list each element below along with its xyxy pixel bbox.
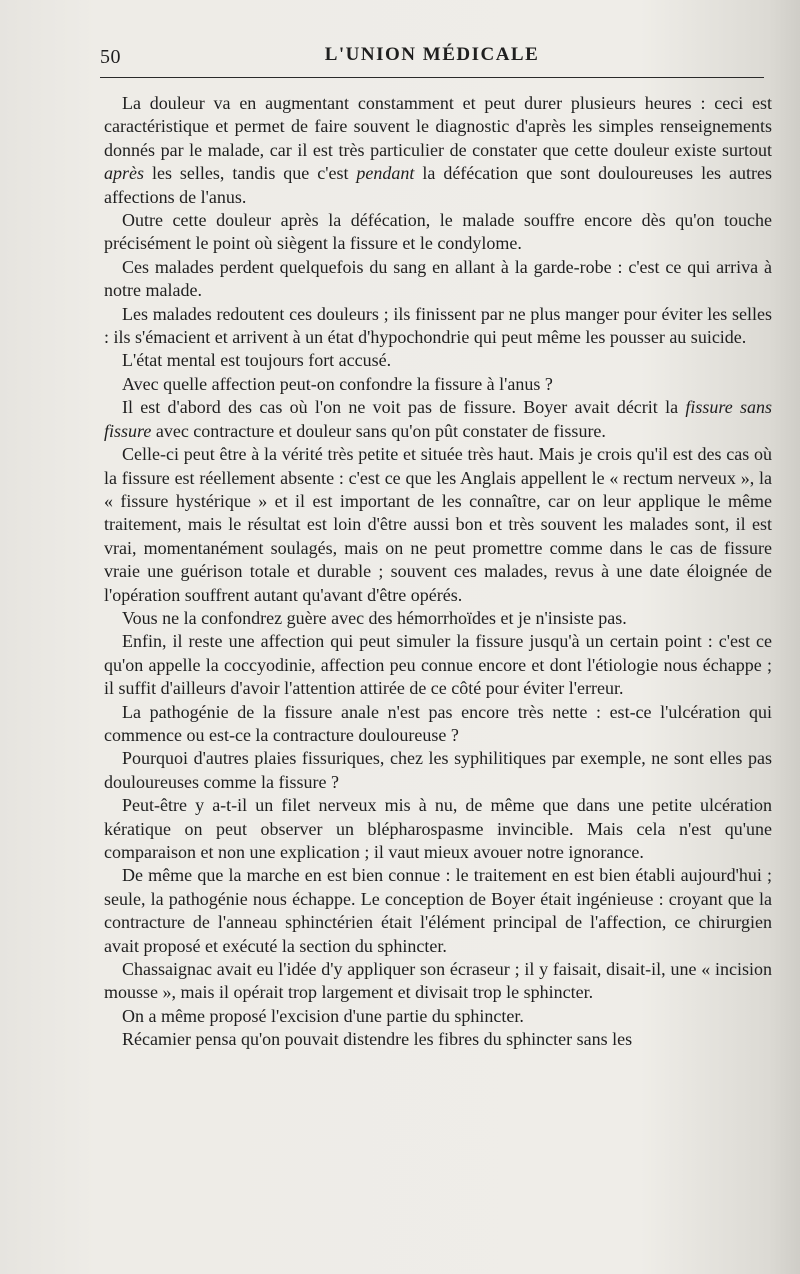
paragraph: L'état mental est toujours fort accusé. (122, 350, 392, 371)
paragraph: Ces malades perdent quelquefois du sang en allant à la garde-robe : c'est ce qui arriva à notre malade. (104, 256, 772, 301)
paragraph: Enfin, il reste une affection qui peut simuler la fissure jusqu'à un certain point : c'est ce qu'on appelle la coccyodinie, affection peu connue encore et dont l'étiologie nous échappe ; il suffit d'ailleurs d'avoir l'attention attirée de ce côté pour éviter l'erreur. (104, 631, 772, 699)
running-title: L'UNION MÉDICALE (324, 44, 540, 65)
paragraph: Vous ne la confondrez guère avec des hémorrhoïdes et je n'insiste pas. (122, 607, 627, 628)
paragraph: Chassaignac avait eu l'idée d'y appliquer son écraseur ; il y faisait, disait-il, une « incision mousse », mais il opérait trop largement et divisait trop le sphincter. (104, 959, 772, 1003)
header-rule (100, 77, 764, 78)
page-header (100, 42, 764, 72)
paragraph: Récamier pensa qu'on pouvait distendre les fibres du sphincter sans les (122, 1029, 633, 1050)
paragraph: Les malades redoutent ces douleurs ; ils finissent par ne plus manger pour éviter les selles : ils s'émacient et arrivent à un état d'hypochondrie qui peut même les pousser au suicide. (104, 303, 772, 348)
paragraph: La douleur va en augmentant constamment et peut durer plusieurs heures : ceci est caractéristique et permet de faire souvent le diagnostic d'après les simples renseignements donnés par le malade, car il est très particulier de constater que cette douleur existe surtout après les selles, tandis que c'est pendant la défécation que sont douloureuses les autres affections de l'anus. (104, 93, 772, 207)
paragraph: On a même proposé l'excision d'une partie du sphincter. (122, 1005, 524, 1026)
paragraph: Celle-ci peut être à la vérité très petite et située très haut. Mais je crois qu'il est des cas où la fissure est réellement absente : c'est ce que les Anglais appellent le « rectum nerveux », la « fissure hystérique » et il est important de les connaître, car on leur applique le même traitement, mais le résultat est loin d'être aussi bon et très souvent les malades sont, il est vrai, momentanément soulagés, mais on ne peut promettre comme dans le cas de fissure vraie une guérison totale et durable ; souvent ces malades, revus à une date éloignée de l'opération souffrent autant qu'avant d'être opérés. (104, 444, 772, 605)
body-text (104, 92, 772, 1052)
paragraph: Outre cette douleur après la défécation, le malade souffre encore dès qu'on touche précisément le point où siègent la fissure et le condylome. (104, 210, 772, 254)
paragraph: Peut-être y a-t-il un filet nerveux mis à nu, de même que dans une petite ulcération kératique on peut observer un blépharospasme invincible. Mais cela n'est qu'une comparaison et non une explication ; il vaut mieux avouer notre ignorance. (104, 795, 772, 862)
paragraph: La pathogénie de la fissure anale n'est pas encore très nette : est-ce l'ulcération qui commence ou est-ce la contracture douloureuse ? (104, 701, 772, 745)
paragraph: Il est d'abord des cas où l'on ne voit pas de fissure. Boyer avait décrit la fissure sans fissure avec contracture et douleur sans qu'on pût constater de fissure. (104, 397, 772, 441)
paragraph: De même que la marche en est bien connue : le traitement en est bien établi aujourd'hui ; seule, la pathogénie nous échappe. Le conception de Boyer était ingénieuse : croyant que la contracture de l'anneau sphinctérien était l'élément principal de l'affection, ce chirurgien avait proposé et exécuté la section du sphincter. (104, 865, 772, 956)
paragraph: Avec quelle affection peut-on confondre la fissure à l'anus ? (122, 373, 553, 394)
page-number: 50 (100, 46, 121, 68)
paragraph: Pourquoi d'autres plaies fissuriques, chez les syphilitiques par exemple, ne sont elles pas douloureuses comme la fissure ? (104, 748, 772, 792)
